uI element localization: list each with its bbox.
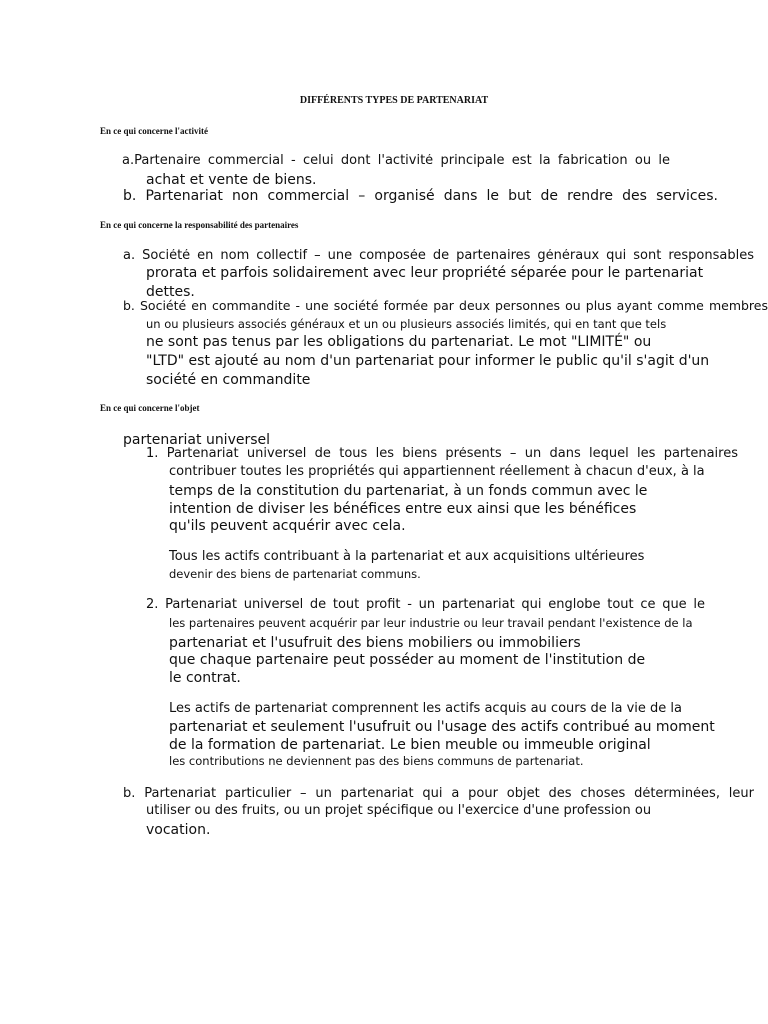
section-heading-liability: En ce qui concerne la responsabilité des partenaires <box>100 220 299 230</box>
object-item2-note-line1: Les actifs de partenariat comprennent les actifs acquis au cours de la vie de la <box>169 701 682 716</box>
activity-item-a-line1: a.Partenaire commercial - celui dont l'activité principale est la fabrication ou le <box>122 154 670 168</box>
liability-item-b-line5: société en commandite <box>146 372 311 388</box>
document-title: DIFFÉRENTS TYPES DE PARTENARIAT <box>299 95 489 106</box>
object-item1-note-line2: devenir des biens de partenariat communs. <box>169 567 421 581</box>
object-item2-line4: que chaque partenaire peut posséder au moment de l'institution de <box>169 652 646 668</box>
section-heading-object: En ce qui concerne l'objet <box>100 403 200 413</box>
object-item1-line5: qu'ils peuvent acquérir avec cela. <box>169 518 406 534</box>
object-subheading: partenariat universel <box>123 432 271 448</box>
liability-item-a-line2: prorata et parfois solidairement avec leur propriété séparée pour le partenariat <box>146 265 704 281</box>
activity-item-a-line2: achat et vente de biens. <box>146 172 317 188</box>
liability-item-a-line3: dettes. <box>146 284 195 300</box>
object-item-b-line1: b. Partenariat particulier – un partenariat qui a pour objet des choses déterminées, leur <box>123 787 754 801</box>
liability-item-b-line3: ne sont pas tenus par les obligations du partenariat. Le mot "LIMITÉ" ou <box>146 334 652 350</box>
object-item2-line1: 2. Partenariat universel de tout profit - un partenariat qui englobe tout ce que le <box>146 598 705 612</box>
liability-item-a-line1: a. Société en nom collectif – une composée de partenaires généraux qui sont responsables <box>123 249 754 263</box>
liability-item-b-line4: "LTD" est ajouté au nom d'un partenariat pour informer le public qu'il s'agit d'un <box>146 353 710 369</box>
object-item2-line3: partenariat et l'usufruit des biens mobiliers ou immobiliers <box>169 635 581 651</box>
object-item-b-line2: utiliser ou des fruits, ou un projet spécifique ou l'exercice d'une profession ou <box>146 803 652 818</box>
object-item1-line3: temps de la constitution du partenariat, à un fonds commun avec le <box>169 483 648 499</box>
liability-item-b-line2: un ou plusieurs associés généraux et un ou plusieurs associés limités, qui en tant que tels <box>146 317 667 331</box>
object-item2-note-line2: partenariat et seulement l'usufruit ou l'usage des actifs contribué au moment <box>169 719 715 735</box>
object-item2-note-line3: de la formation de partenariat. Le bien meuble ou immeuble original <box>169 737 651 753</box>
object-item1-line1: 1. Partenariat universel de tous les biens présents – un dans lequel les partenaires <box>146 447 738 461</box>
liability-item-b-line1: b. Société en commandite - une société formée par deux personnes ou plus ayant comme membres <box>123 299 768 313</box>
object-item2-line5: le contrat. <box>169 670 241 686</box>
object-item2-line2: les partenaires peuvent acquérir par leur industrie ou leur travail pendant l'existence de la <box>169 616 693 630</box>
object-item1-line2: contribuer toutes les propriétés qui appartiennent réellement à chacun d'eux, à la <box>169 464 705 479</box>
section-heading-activity: En ce qui concerne l'activité <box>100 126 208 136</box>
object-item1-line4: intention de diviser les bénéfices entre eux ainsi que les bénéfices <box>169 501 637 517</box>
object-item2-note-line4: les contributions ne deviennent pas des biens communs de partenariat. <box>169 754 584 768</box>
object-item-b-line3: vocation. <box>146 822 211 838</box>
activity-item-b-line1: b. Partenariat non commercial – organisé dans le but de rendre des services. <box>123 188 718 204</box>
object-item1-note-line1: Tous les actifs contribuant à la partenariat et aux acquisitions ultérieures <box>169 549 645 564</box>
